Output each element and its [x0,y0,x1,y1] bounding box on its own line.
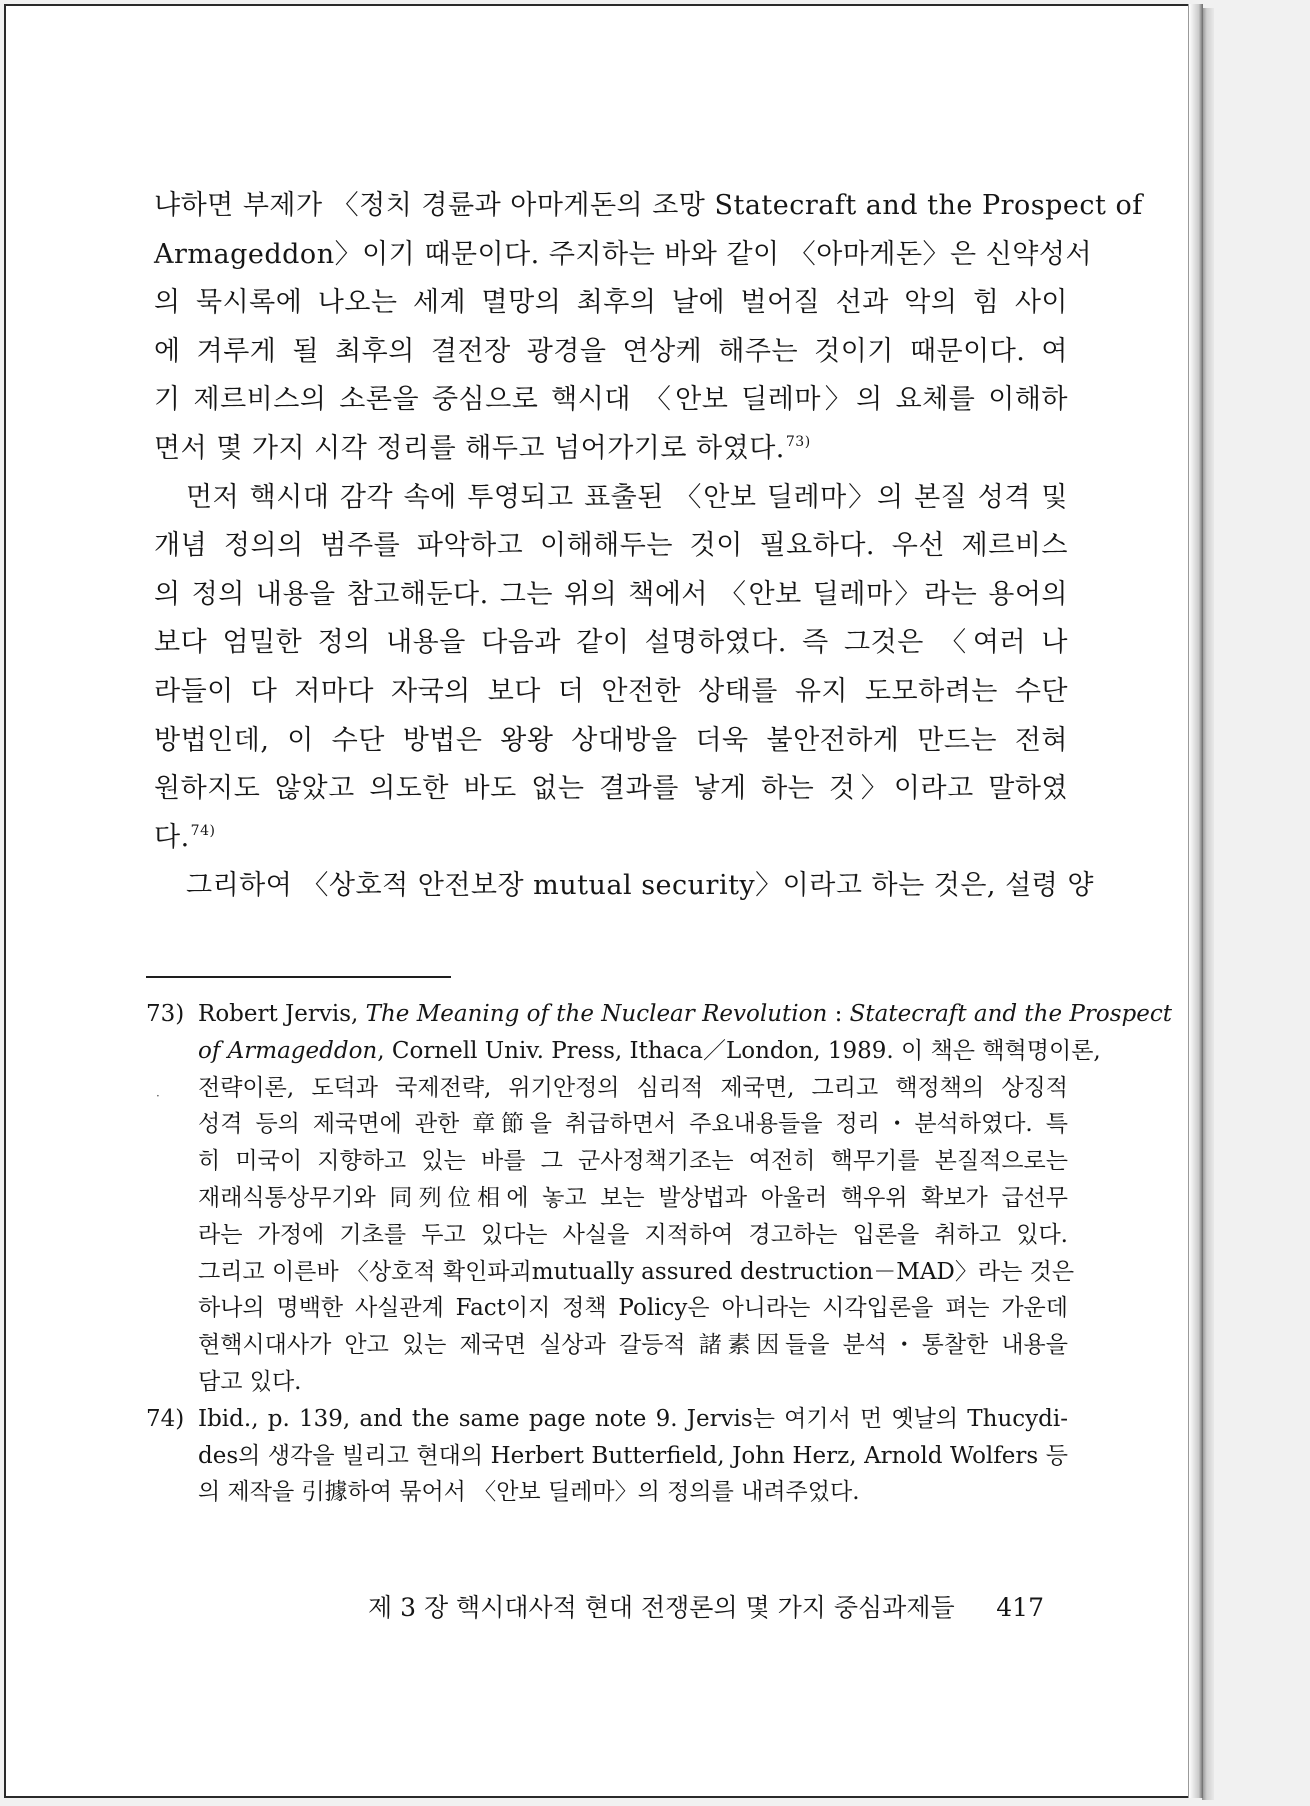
footnote-73 [146,996,1172,1401]
chapter-title: 제 3 장 핵시대사적 현대 전쟁론의 몇 가지 중심과제들 [368,1593,955,1622]
body-line: 냐하면 부제가 〈정치 경륜과 아마게돈의 조망 Statecraft and the Prospect of [154,190,1143,221]
footnote-number: 74) [146,1405,185,1432]
footnote-subtitle-cont: of Armageddon [198,1037,378,1064]
document-page [4,4,1202,1798]
footnote-line: 현핵시대사가 안고 있는 제국면 실상과 갈등적 諸素因들을 분석・통찰한 내용을 [198,1332,1068,1359]
stray-mark: · [156,1089,160,1103]
body-line: Armageddon〉이기 때문이다. 주지하는 바와 같이 〈아마게돈〉은 신약성서 [154,238,1093,270]
body-line: 의 정의 내용을 참고해둔다. 그는 위의 책에서 〈안보 딜레마〉라는 용어의 [154,578,1068,610]
footnote-separator [146,976,451,978]
footnote-line [198,1033,1101,1070]
page-edge [1188,4,1203,1798]
footnote-ref-74: 74) [190,822,216,839]
body-line: 그리하여 〈상호적 안전보장 mutual security〉이라고 하는 것은, 설령 양 [186,870,1094,902]
footnote-line: 히 미국이 지향하고 있는 바를 그 군사정책기조는 여전히 핵무기를 본질적으로는 [198,1148,1068,1175]
page-number: 417 [996,1593,1044,1622]
footnote-line: 라는 가정에 기초를 두고 있다는 사실을 지적하여 경고하는 입론을 취하고 있다. [198,1221,1068,1248]
footnote-line: 담고 있다. [198,1368,302,1395]
footnote-author: Robert Jervis, [198,1001,366,1027]
running-footer [368,1590,1044,1626]
body-line: 보다 엄밀한 정의 내용을 다음과 같이 설명하였다. 즉 그것은 〈여러 나 [154,627,1068,659]
footnote-line [198,996,1172,1033]
body-line-text: 다. [154,821,190,853]
body-line: 기 제르비스의 소론을 중심으로 핵시대 〈안보 딜레마〉의 요체를 이해하 [154,384,1068,416]
body-text [154,182,1143,911]
body-line: 원하지도 않았고 의도한 바도 없는 결과를 낳게 하는 것〉이라고 말하였 [154,773,1068,805]
body-line: 라들이 다 저마다 자국의 보다 더 안전한 상태를 유지 도모하려는 수단 [154,675,1068,707]
footnote-74 [146,1401,1068,1511]
footnote-line: 그리고 이른바 〈상호적 확인파괴mutually assured destruction－MAD〉라는 것은 [198,1258,1075,1285]
footnote-ref-73: 73) [785,433,811,450]
footnote-line: 의 제작을 引據하여 묶어서 〈안보 딜레마〉의 정의를 내려주었다. [198,1479,860,1506]
footnote-line: 재래식통상무기와 同列位相에 놓고 보는 발상법과 아울러 핵우위 확보가 급선무 [198,1184,1068,1211]
footnote-line: des의 생각을 빌리고 현대의 Herbert Butterfield, John Herz, Arnold Wolfers 등 [198,1442,1068,1469]
footnote-publisher: , Cornell Univ. Press, Ithaca／London, 1989. 이 책은 핵혁명이론, [377,1037,1101,1064]
footnote-line: Ibid., p. 139, and the same page note 9. Jervis는 여기서 먼 옛날의 Thucydi- [198,1405,1068,1432]
footnote-subtitle: Statecraft and the Prospect [849,1001,1172,1027]
body-line: 의 묵시록에 나오는 세계 멸망의 최후의 날에 벌어질 선과 악의 힘 사이 [154,287,1068,319]
body-line [154,814,1068,863]
footnote-line: 하나의 명백한 사실관계 Fact이지 정책 Policy은 아니라는 시각입론을 펴는 가운데 [198,1295,1068,1322]
page-shadow [1202,8,1214,1800]
footnote-number: 73) [146,1001,185,1027]
footnote-line: 전략이론, 도덕과 국제전략, 위기안정의 심리적 제국면, 그리고 핵정책의 상징적 [198,1074,1068,1101]
footnote-line: 성격 등의 제국면에 관한 章節을 취급하면서 주요내용들을 정리・분석하였다. 특 [198,1111,1068,1138]
body-line-text: 면서 몇 가지 시각 정리를 해두고 넘어가기로 하였다. [154,432,785,464]
footnote-title-separator: : [827,1001,850,1027]
body-line: 방법인데, 이 수단 방법은 왕왕 상대방을 더욱 불안전하게 만드는 전혀 [154,724,1068,756]
body-line: 에 겨루게 될 최후의 결전장 광경을 연상케 해주는 것이기 때문이다. 여 [154,335,1068,367]
footnote-title: The Meaning of the Nuclear Revolution [365,1001,828,1027]
body-line: 개념 정의의 범주를 파악하고 이해해두는 것이 필요하다. 우선 제르비스 [154,530,1068,562]
footnotes [146,996,1172,1511]
body-line [154,425,1068,474]
body-line: 먼저 핵시대 감각 속에 투영되고 표출된 〈안보 딜레마〉의 본질 성격 및 [186,481,1068,513]
